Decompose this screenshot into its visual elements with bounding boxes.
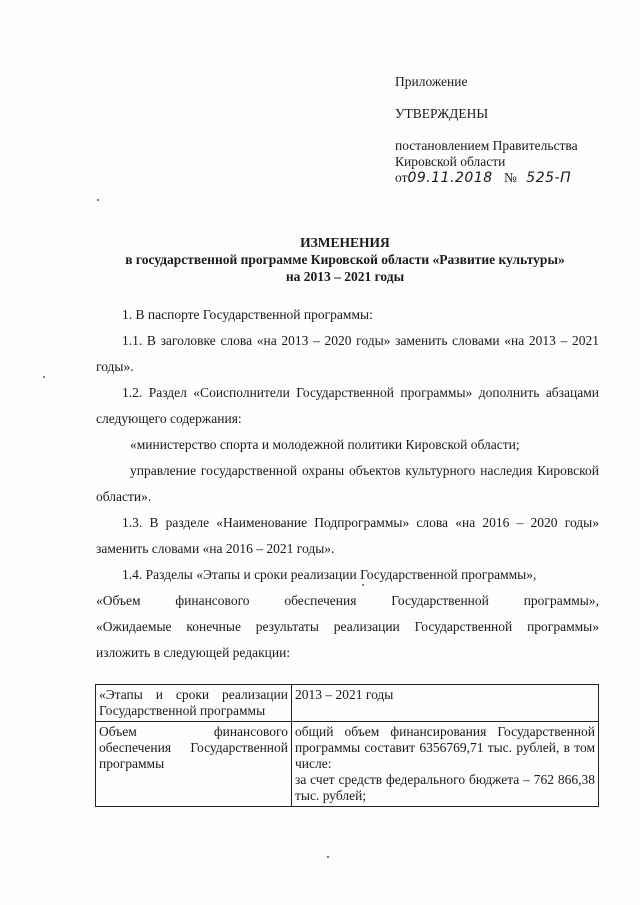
table-cell-value (292, 722, 599, 807)
scan-speck (362, 584, 364, 586)
table-row (96, 722, 599, 807)
paragraph-ministry: «министерство спорта и молодежной политики Кировской области; (130, 437, 520, 452)
number-sign: № (504, 170, 517, 185)
document-title (90, 234, 600, 285)
program-passport-table (95, 684, 599, 807)
paragraph-1-1: 1.1. В заголовке слова «на 2013 – 2020 годы» заменить словами «на 2013 – 2021 годы». (96, 333, 599, 374)
paragraph-1-3: 1.3. В разделе «Наименование Подпрограммы» слова «на 2016 – 2020 годы» заменить словами «на 2016 – 2021 годы». (96, 515, 599, 556)
paragraph-1-4-line-2: «Объем финансового обеспечения Государственной программы», (96, 593, 599, 608)
table-cell-value-line: 2013 – 2021 годы (295, 687, 394, 702)
document-body (96, 302, 599, 666)
scan-speck (327, 856, 329, 858)
table-cell-label: Объем финансового обеспечения Государственной программы (96, 722, 292, 807)
paragraph-heritage: управление государственной охраны объектов культурного наследия Кировской области». (96, 463, 599, 504)
appendix-label: Приложение (395, 74, 468, 89)
date-prefix: от (395, 170, 408, 185)
title-line-3: на 2013 – 2021 годы (285, 269, 405, 284)
resolution-line-1: постановлением Правительства (395, 138, 578, 153)
table-cell-value-line: общий объем финансирования Государственной программы составит 6356769,71 тыс. рублей, в том числе: (295, 724, 595, 771)
approval-block (395, 74, 578, 186)
table-cell-value-line: за счет средств федерального бюджета – 762 866,38 тыс. рублей; (295, 772, 595, 803)
scan-speck (97, 199, 99, 201)
table-cell-label: «Этапы и сроки реализации Государственной программы (96, 685, 292, 722)
scan-speck (43, 376, 45, 378)
handwritten-date: 09.11.2018 (407, 170, 493, 186)
table-cell-value (292, 685, 599, 722)
paragraph-1-2: 1.2. Раздел «Соисполнители Государственной программы» дополнить абзацами следующего содержания: (96, 385, 599, 426)
paragraph-1-4-line-1: 1.4. Разделы «Этапы и сроки реализации Государственной программы», (122, 567, 537, 582)
table-row (96, 685, 599, 722)
resolution-line-2: Кировской области (395, 154, 506, 169)
paragraph-1: 1. В паспорте Государственной программы: (122, 307, 373, 322)
paragraph-1-4-line-3: «Ожидаемые конечные результаты реализации Государственной программы» (96, 619, 599, 634)
title-line-2: в государственной программе Кировской области «Развитие культуры» (125, 252, 565, 267)
resolution-date-line (395, 170, 578, 186)
title-line-1: ИЗМЕНЕНИЯ (300, 235, 390, 250)
approved-label: УТВЕРЖДЕНЫ (395, 106, 489, 121)
paragraph-1-4-line-4: изложить в следующей редакции: (96, 645, 291, 660)
handwritten-number: 525-П (526, 170, 572, 186)
